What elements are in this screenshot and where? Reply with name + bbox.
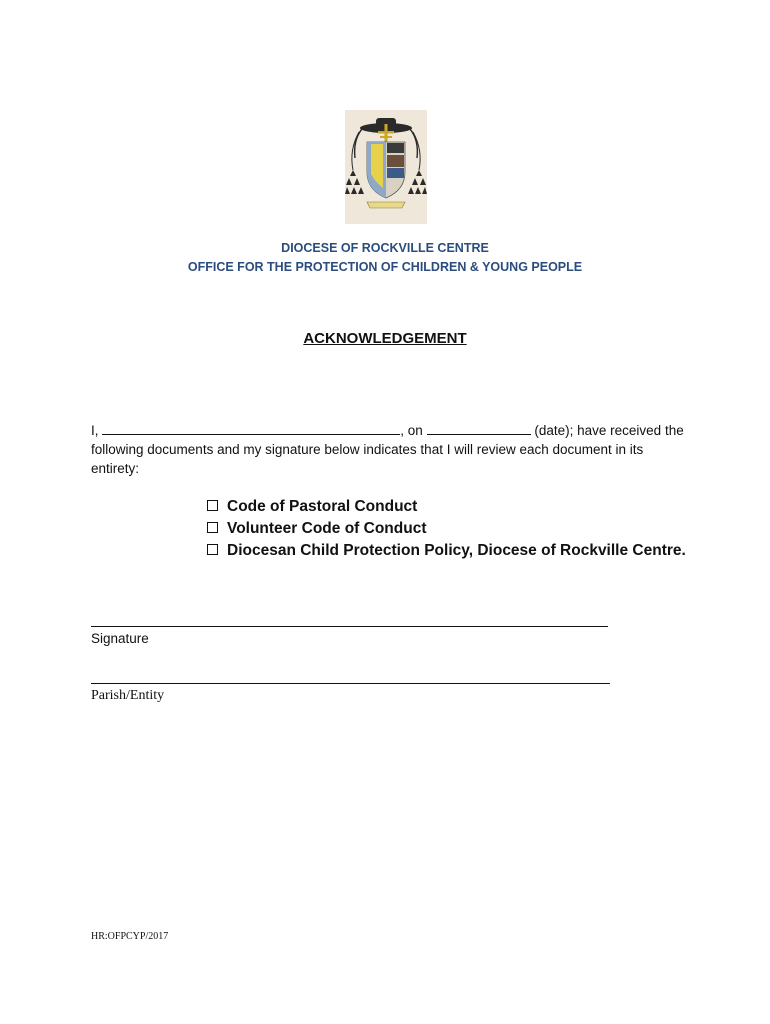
form-code-footer: HR:OFPCYP/2017 xyxy=(91,931,169,942)
checkbox-pastoral-conduct[interactable] xyxy=(207,500,218,511)
parish-entity-line[interactable] xyxy=(91,683,610,684)
checklist-label: Code of Pastoral Conduct xyxy=(227,498,418,515)
checklist-item-pastoral-conduct xyxy=(207,496,686,518)
checkbox-volunteer-code[interactable] xyxy=(207,522,218,533)
date-blank-field[interactable] xyxy=(427,421,531,435)
diocese-crest-logo xyxy=(345,110,427,224)
header-office-name: OFFICE FOR THE PROTECTION OF CHILDREN & YOUNG PEOPLE xyxy=(187,260,583,274)
statement-body: the following documents and my signature below indicates that I will review each document in its entirety: xyxy=(91,423,684,476)
checklist-label: Volunteer Code of Conduct xyxy=(227,520,427,537)
header-diocese-name: DIOCESE OF ROCKVILLE CENTRE xyxy=(281,241,489,255)
statement-date-text: (date); have received xyxy=(534,423,662,438)
signature-line[interactable] xyxy=(91,626,608,627)
checklist-label: Diocesan Child Protection Policy, Diocese of Rockville Centre. xyxy=(227,542,686,559)
checklist-item-child-protection-policy xyxy=(207,540,686,562)
signature-label: Signature xyxy=(91,631,149,646)
documents-checklist xyxy=(207,496,686,562)
name-blank-field[interactable] xyxy=(102,421,400,435)
page-title: ACKNOWLEDGEMENT xyxy=(303,330,467,347)
statement-prefix: I, xyxy=(91,423,99,438)
parish-entity-label: Parish/Entity xyxy=(91,688,165,703)
checklist-item-volunteer-code xyxy=(207,518,686,540)
statement-on: , on xyxy=(400,423,423,438)
checkbox-child-protection-policy[interactable] xyxy=(207,544,218,555)
acknowledgement-statement xyxy=(91,421,691,478)
